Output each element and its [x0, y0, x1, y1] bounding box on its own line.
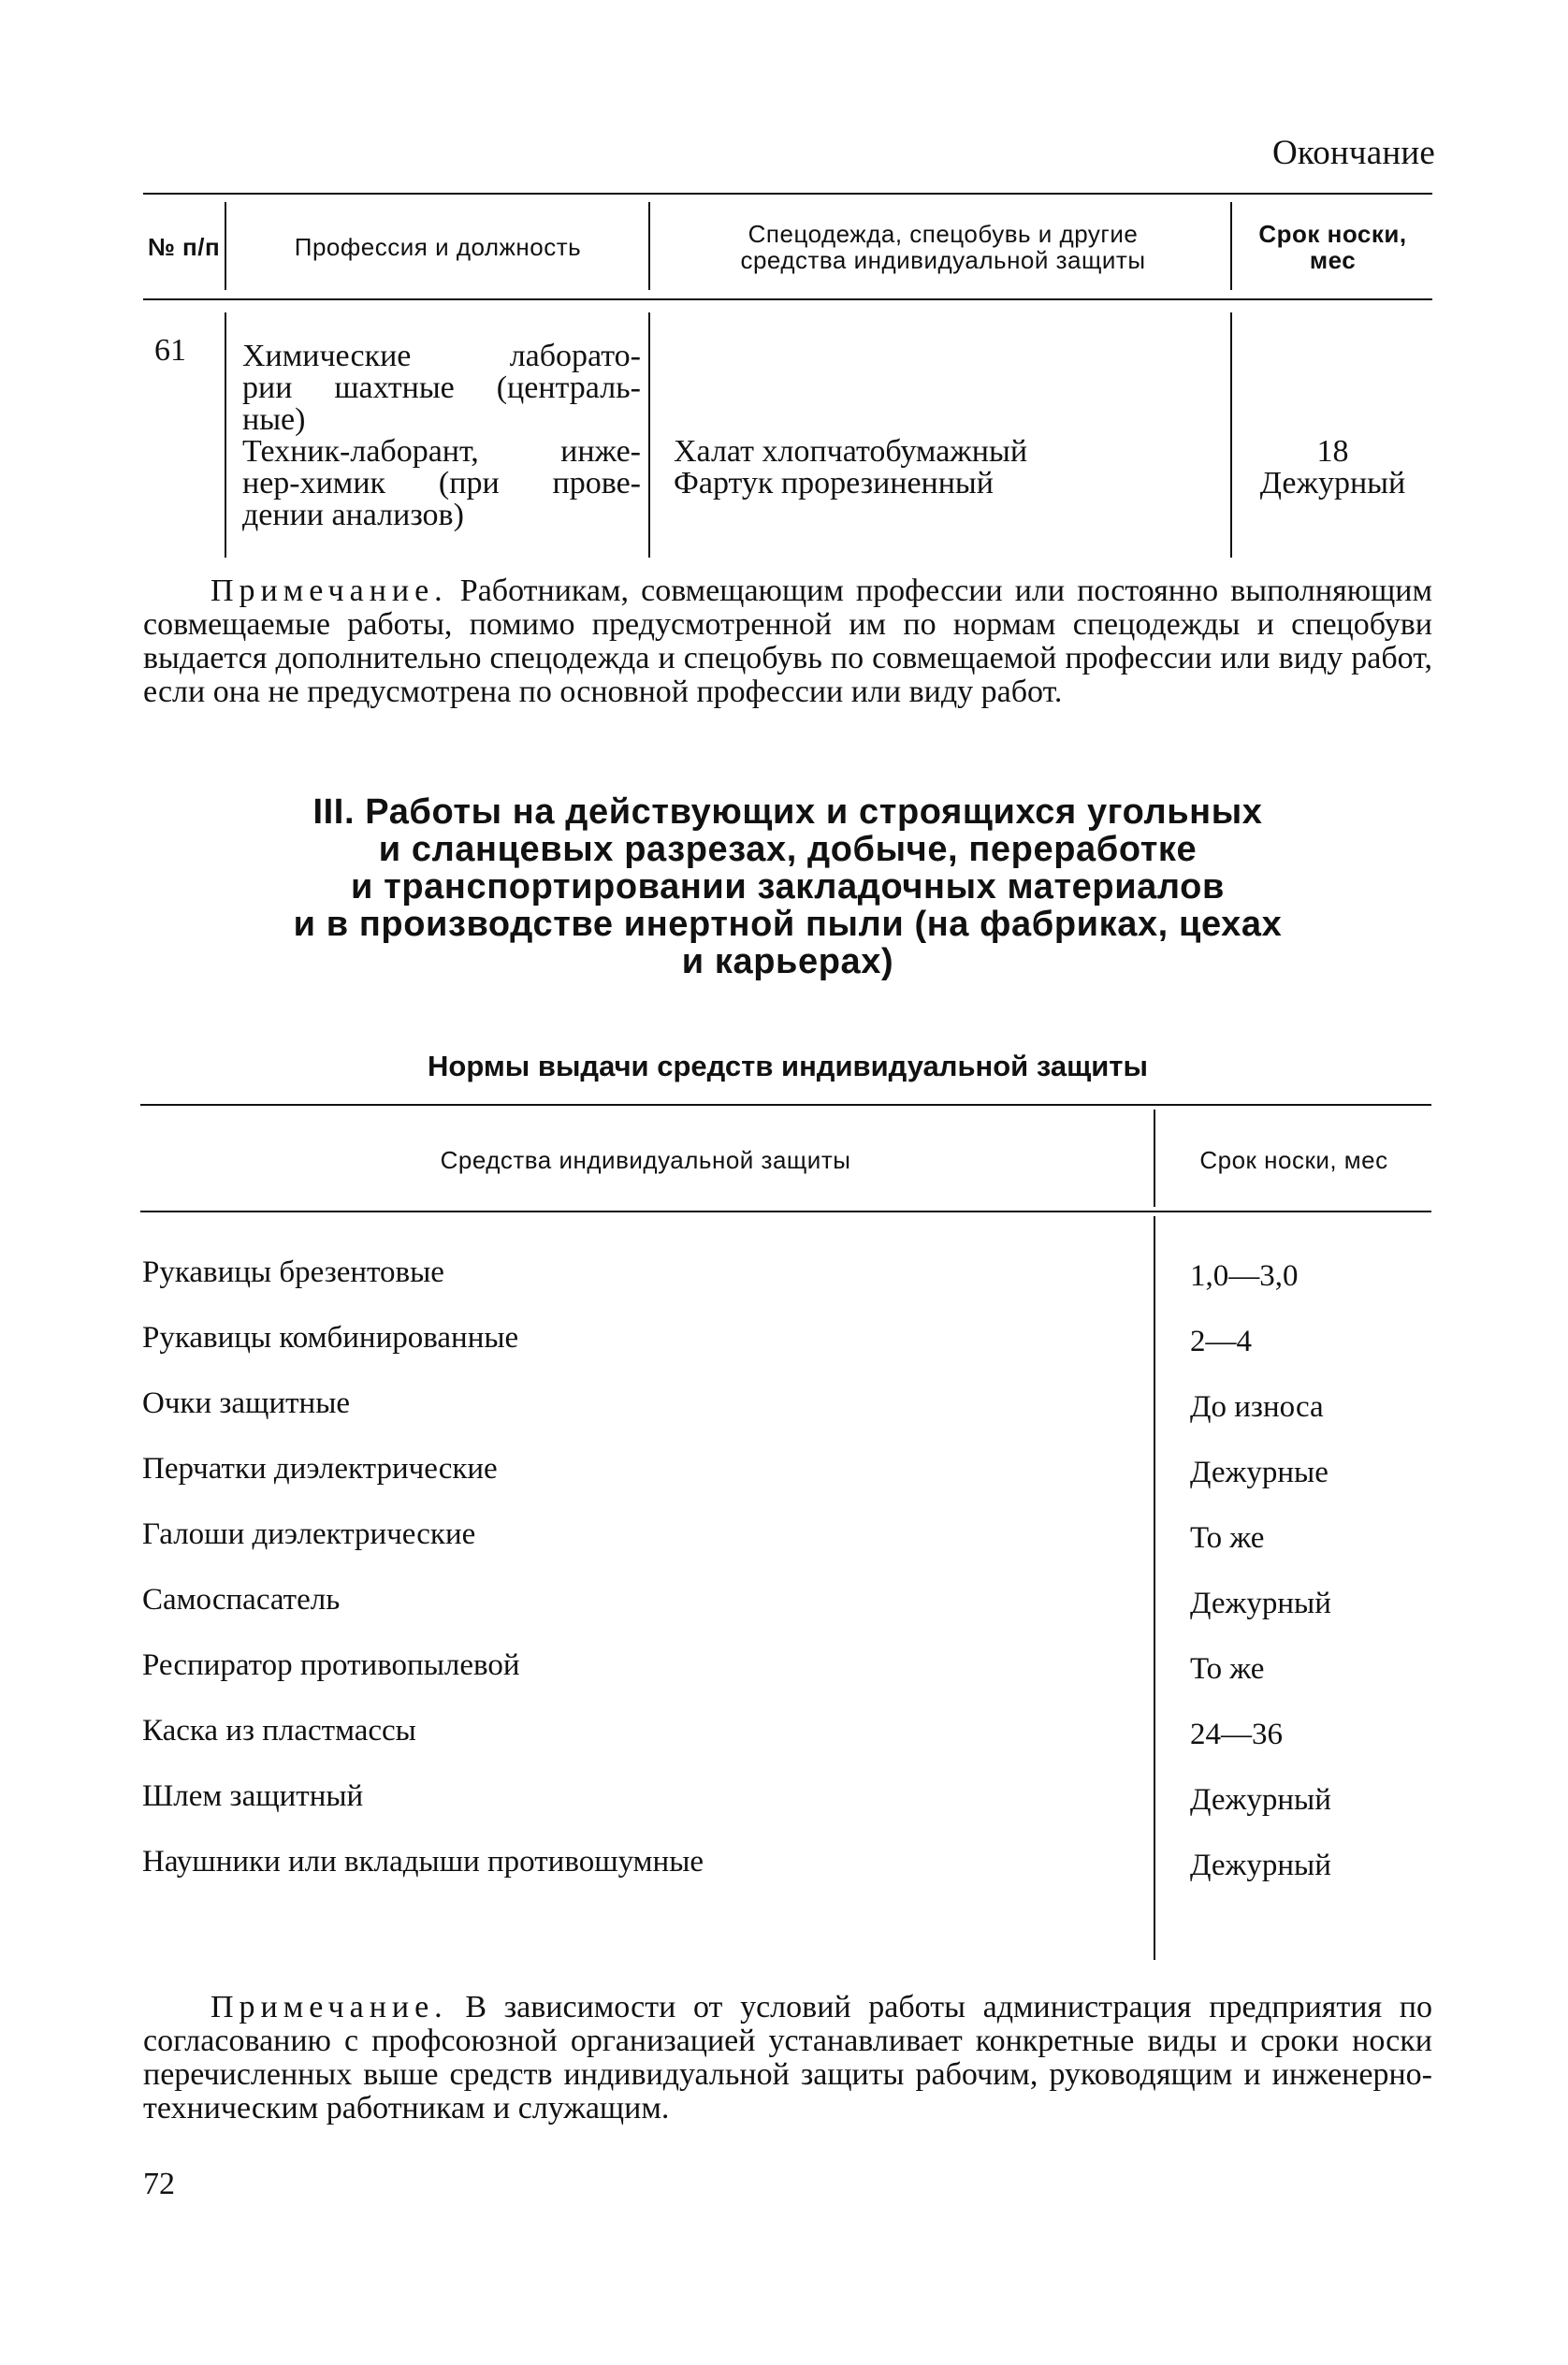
header-term: Срок носки, мес — [1258, 220, 1407, 274]
profession-line: нер-химик (при прове- — [242, 466, 641, 501]
item-name: Перчатки диэлектрические — [142, 1452, 498, 1486]
note-label: Примечание. — [211, 1990, 448, 2024]
item-name: Шлем защитный — [142, 1779, 364, 1813]
table-header-rule — [140, 1211, 1431, 1212]
item-term: 2—4 — [1190, 1325, 1252, 1358]
column-divider — [1230, 202, 1232, 290]
column-divider — [1230, 312, 1232, 558]
item-term: 24—36 — [1190, 1718, 1283, 1751]
table-row — [140, 1450, 1431, 1516]
table-row — [140, 1581, 1431, 1647]
term-line: 18 — [1316, 434, 1349, 469]
equipment-cell — [674, 436, 1027, 500]
column-divider — [648, 202, 650, 290]
table-row — [140, 1647, 1431, 1712]
table-top-rule — [143, 193, 1432, 195]
section-title-line: и карьерах) — [681, 942, 894, 981]
header-item: Средства индивидуальной защиты — [440, 1145, 851, 1174]
table-row — [140, 1385, 1431, 1450]
item-term: Дежурные — [1190, 1456, 1328, 1489]
item-name: Рукавицы комбинированные — [142, 1321, 519, 1355]
profession-line: дении анализов) — [242, 498, 464, 532]
note-paragraph — [143, 1991, 1432, 2126]
norms-table — [140, 1104, 1431, 1965]
column-divider — [225, 312, 226, 558]
item-term: До износа — [1190, 1390, 1324, 1424]
item-term: Дежурный — [1190, 1587, 1331, 1620]
table-subtitle: Нормы выдачи средств индивидуальной защиты — [428, 1050, 1148, 1082]
item-name: Самоспасатель — [142, 1583, 341, 1617]
header-term: Срок носки, мес — [1199, 1145, 1388, 1174]
table-top-rule — [140, 1104, 1431, 1106]
item-name: Респиратор противопылевой — [142, 1648, 520, 1682]
header-number: № п/п — [147, 233, 221, 261]
item-name: Очки защитные — [142, 1386, 351, 1420]
column-divider — [648, 312, 650, 558]
item-term: То же — [1190, 1652, 1265, 1686]
equipment-line: Халат хлопчатобумажный — [674, 434, 1028, 469]
table-header-rule — [143, 298, 1432, 300]
table-row — [140, 1254, 1431, 1319]
item-term: 1,0—3,0 — [1190, 1259, 1299, 1293]
profession-table — [143, 193, 1432, 558]
profession-cell — [242, 341, 641, 531]
item-name: Наушники или вкладыши противошумные — [142, 1845, 704, 1879]
profession-line: ные) — [242, 402, 306, 437]
equipment-line: Фартук прорезиненный — [674, 466, 994, 501]
note-text: Работникам, совмещающим профессии или постоянно выполняющим совмещаемые работы, помимо предусмотренной им по нормам спецодежды и спецобуви выдается дополнительно спецодежда и спецобувь по совмещаемой профессии или виду работ, если она не предусмотрена по основной профессии или виду работ. — [143, 573, 1432, 709]
item-name: Галоши диэлектрические — [142, 1517, 476, 1551]
section-title-line: III. Работы на действующих и строящихся угольных — [312, 792, 1263, 832]
column-divider — [1154, 1110, 1155, 1207]
item-term: Дежурный — [1190, 1783, 1331, 1817]
table-row — [140, 1712, 1431, 1777]
page-number: 72 — [143, 2167, 175, 2201]
running-head: Окончание — [1272, 134, 1435, 172]
section-title-line: и в производстве инертной пыли (на фабриках, цехах — [293, 905, 1283, 944]
item-name: Рукавицы брезентовые — [142, 1255, 444, 1289]
profession-line: Техник-лаборант, инже- — [242, 434, 641, 469]
table-row — [140, 1319, 1431, 1385]
header-equipment: Спецодежда, спецобувь и другие средства индивидуальной защиты — [740, 220, 1146, 274]
table-row — [140, 1777, 1431, 1843]
term-cell — [1233, 436, 1432, 500]
column-divider — [225, 202, 226, 290]
profession-line: Химические лаборато- — [242, 339, 641, 373]
table-row — [140, 1516, 1431, 1581]
note-paragraph — [143, 574, 1432, 709]
item-name: Каска из пластмассы — [142, 1714, 416, 1748]
row-number: 61 — [154, 333, 186, 368]
section-title-line: и сланцевых разрезах, добыче, переработке — [378, 830, 1198, 869]
header-profession: Профессия и должность — [294, 233, 582, 261]
note-label: Примечание. — [211, 573, 448, 608]
item-term: То же — [1190, 1521, 1265, 1555]
item-term: Дежурный — [1190, 1849, 1331, 1882]
section-title — [143, 793, 1432, 980]
table-row — [140, 1843, 1431, 1908]
note-text: В зависимости от условий работы администрация предприятия по согласованию с профсоюзной организацией устанавливает конкретные виды и сроки носки перечисленных выше средств индивидуальной защиты рабочим, руководящим и инженерно-техническим работникам и служащим. — [143, 1990, 1432, 2126]
section-title-line: и транспортировании закладочных материалов — [351, 867, 1225, 907]
profession-line: рии шахтные (централь- — [242, 370, 641, 405]
term-line: Дежурный — [1259, 466, 1406, 501]
